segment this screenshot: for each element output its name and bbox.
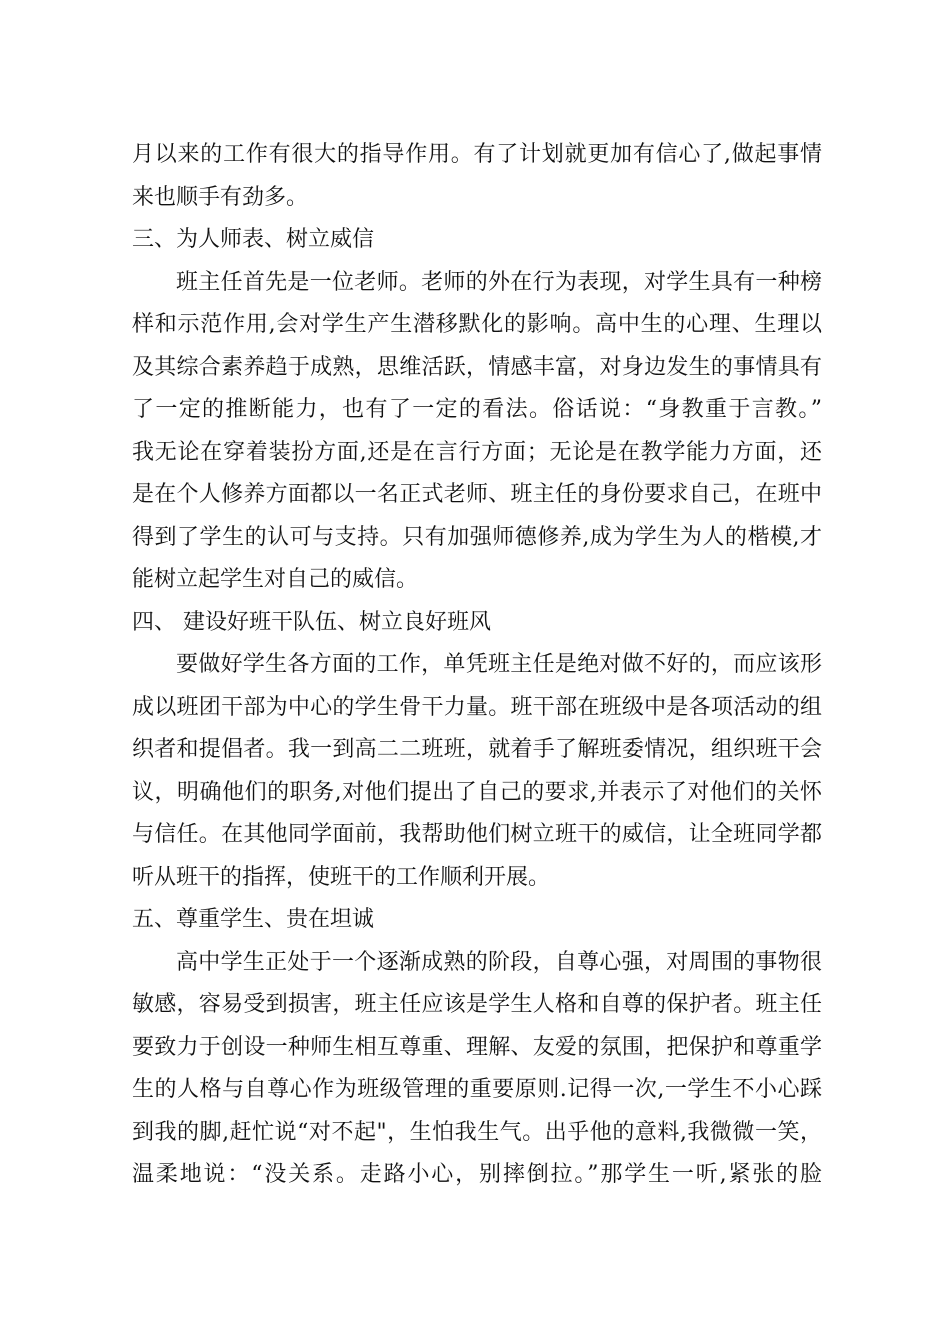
text-line: 高中学生正处于一个逐渐成熟的阶段，自尊心强，对周围的事物很 [176, 949, 822, 975]
text-line: 得到了学生的认可与支持。只有加强师德修养,成为学生为人的楷模,才 [132, 524, 822, 550]
text-line: 来也顺手有劲多。 [132, 184, 309, 210]
text-line: 要致力于创设一种师生相互尊重、理解、友爱的氛围，把保护和尊重学 [132, 1034, 822, 1060]
text-line: 与信任。在其他同学面前，我帮助他们树立班干的威信，让全班同学都 [132, 822, 822, 847]
text-line: 了一定的推断能力，也有了一定的看法。俗话说：“身教重于言教。” [132, 397, 822, 422]
text-line: 我无论在穿着装扮方面,还是在言行方面；无论是在教学能力方面，还 [132, 439, 822, 465]
text-line: 织者和提倡者。我一到高二二班班，就着手了解班委情况，组织班干会 [132, 737, 822, 762]
section-heading: 四、 建设好班干队伍、树立良好班风 [132, 609, 491, 635]
section-heading: 三、为人师表、树立威信 [132, 227, 375, 252]
text-line: 是在个人修养方面都以一名正式老师、班主任的身份要求自己，在班中 [132, 482, 822, 507]
text-line: 议，明确他们的职务,对他们提出了自己的要求,并表示了对他们的关怀 [132, 779, 822, 805]
section-heading: 五、尊重学生、贵在坦诚 [132, 907, 375, 932]
text-line: 温柔地说：“没关系。走路小心，别摔倒拉。”那学生一听,紧张的脸 [132, 1162, 822, 1187]
text-line: 样和示范作用,会对学生产生潜移默化的影响。高中生的心理、生理以 [132, 312, 822, 337]
body-text [132, 134, 822, 1197]
text-line: 听从班干的指挥，使班干的工作顺利开展。 [132, 864, 551, 890]
text-line: 敏感，容易受到损害，班主任应该是学生人格和自尊的保护者。班主任 [132, 992, 822, 1017]
text-line: 成以班团干部为中心的学生骨干力量。班干部在班级中是各项活动的组 [132, 694, 822, 720]
text-line: 生的人格与自尊心作为班级管理的重要原则.记得一次,一学生不小心踩 [132, 1077, 822, 1102]
text-line: 要做好学生各方面的工作，单凭班主任是绝对做不好的，而应该形 [176, 652, 822, 677]
text-line: 到我的脚,赶忙说“对不起"，生怕我生气。出乎他的意料,我微微一笑， [132, 1119, 822, 1145]
text-line: 及其综合素养趋于成熟，思维活跃，情感丰富，对身边发生的事情具有 [132, 354, 822, 380]
text-line: 班主任首先是一位老师。老师的外在行为表现，对学生具有一种榜 [176, 269, 822, 295]
text-line: 能树立起学生对自己的威信。 [132, 567, 419, 592]
text-line: 月以来的工作有很大的指导作用。有了计划就更加有信心了,做起事情 [132, 142, 822, 167]
